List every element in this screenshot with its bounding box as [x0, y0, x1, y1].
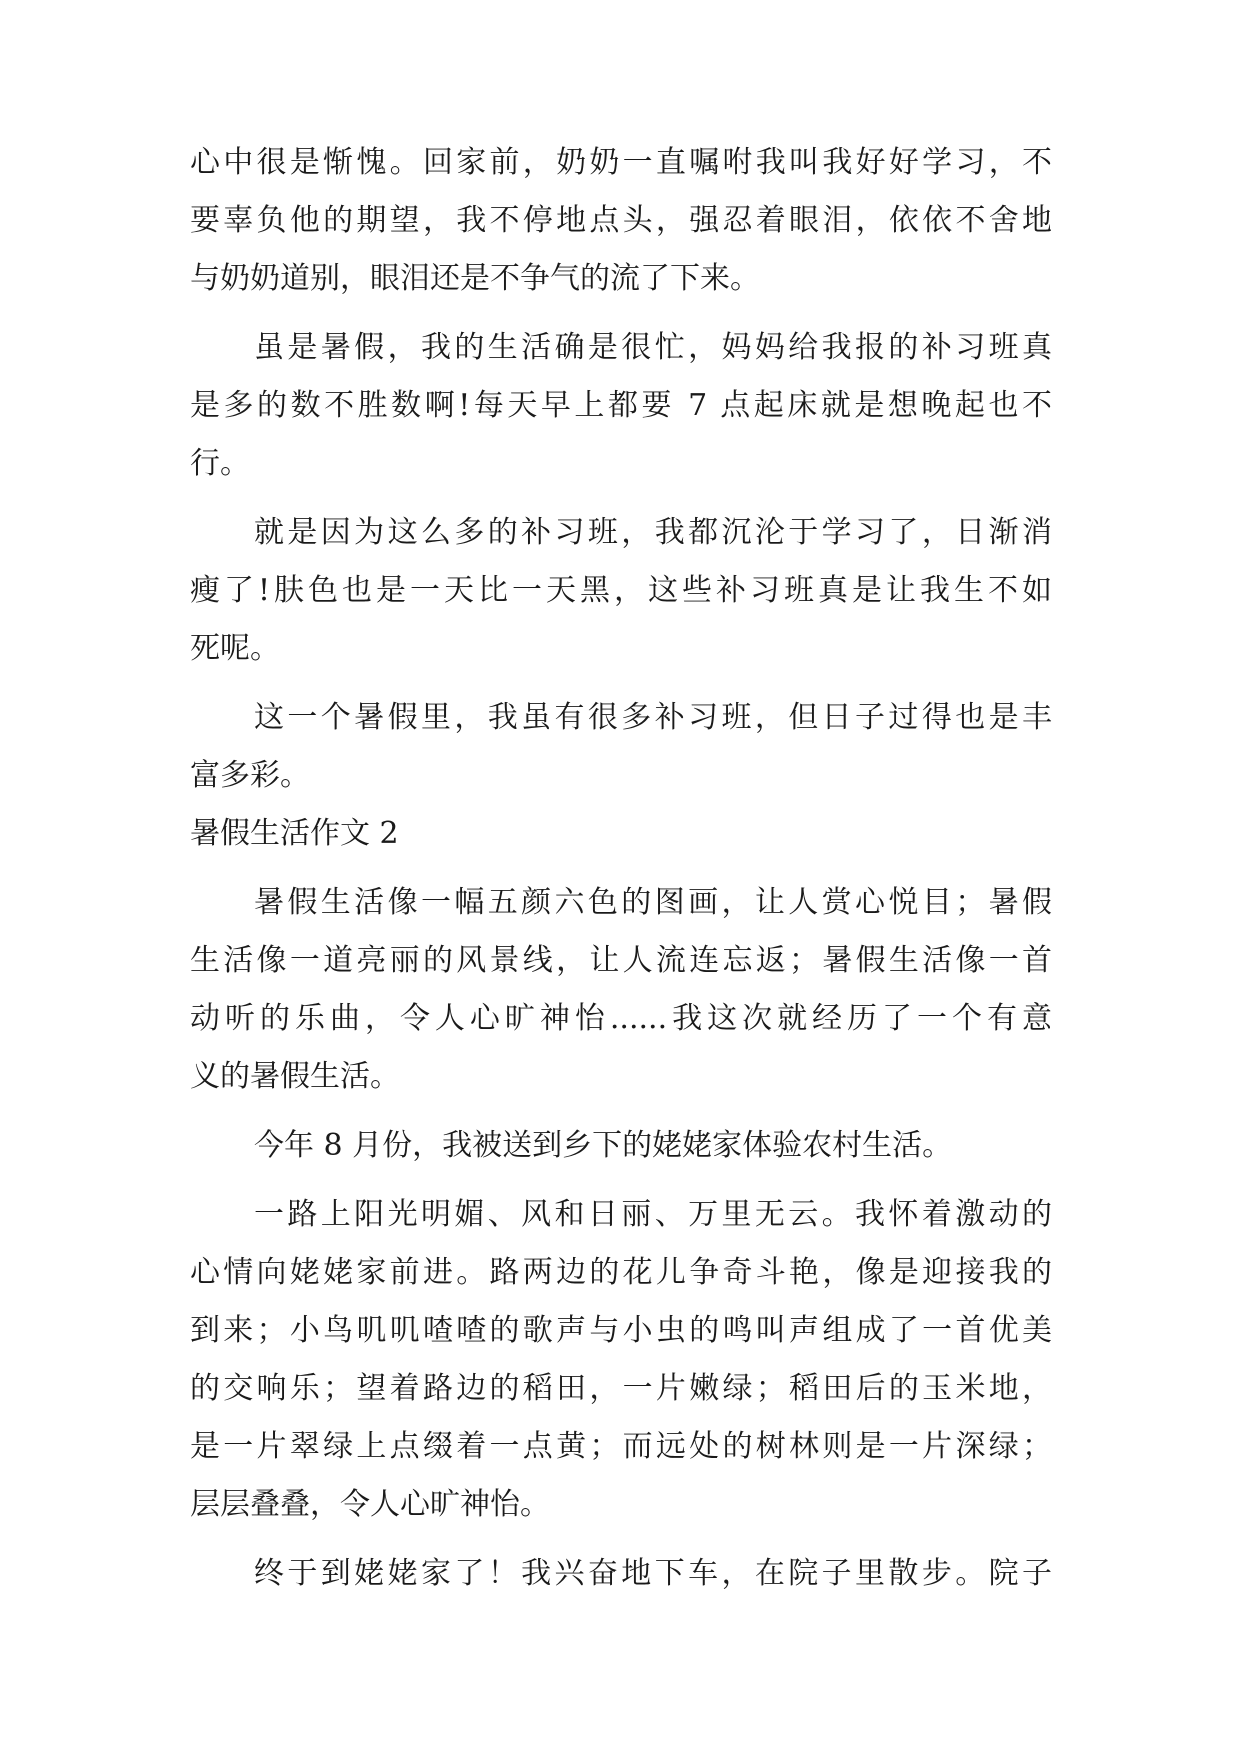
- paragraph-start-line: 虽是暑假，我的生活确是很忙，妈妈给我报的补习班真: [254, 330, 1052, 365]
- paragraph-start-line: 终于到姥姥家了！我兴奋地下车，在院子里散步。院子: [254, 1556, 1052, 1591]
- paragraph-start-line: 今年 8 月份，我被送到乡下的姥姥家体验农村生活。: [254, 1128, 953, 1163]
- text-line: 到来；小鸟叽叽喳喳的歌声与小虫的鸣叫声组成了一首优美: [190, 1313, 1052, 1348]
- text-line: 义的暑假生活。: [190, 1059, 400, 1094]
- text-line: 心情向姥姥家前进。路两边的花儿争奇斗艳，像是迎接我的: [190, 1255, 1052, 1290]
- text-line: 生活像一道亮丽的风景线，让人流连忘返；暑假生活像一首: [190, 943, 1052, 978]
- text-line: 是多的数不胜数啊!每天早上都要 7 点起床就是想晚起也不: [190, 388, 1052, 423]
- paragraph-start-line: 就是因为这么多的补习班，我都沉沦于学习了，日渐消: [254, 515, 1052, 550]
- text-line: 的交响乐；望着路边的稻田，一片嫩绿；稻田后的玉米地，: [190, 1371, 1052, 1406]
- text-line: 是一片翠绿上点缀着一点黄；而远处的树林则是一片深绿；: [190, 1429, 1052, 1464]
- text-line: 层层叠叠，令人心旷神怡。: [190, 1487, 550, 1522]
- paragraph-start-line: 这一个暑假里，我虽有很多补习班，但日子过得也是丰: [254, 700, 1052, 735]
- text-line: 动听的乐曲，令人心旷神怡......我这次就经历了一个有意: [190, 1001, 1052, 1036]
- text-line: 死呢。: [190, 631, 280, 666]
- text-line: 心中很是惭愧。回家前，奶奶一直嘱咐我叫我好好学习，不: [190, 145, 1052, 180]
- text-line: 瘦了!肤色也是一天比一天黑，这些补习班真是让我生不如: [190, 573, 1052, 608]
- paragraph-start-line: 一路上阳光明媚、风和日丽、万里无云。我怀着激动的: [254, 1197, 1052, 1232]
- section-heading: 暑假生活作文 2: [190, 816, 399, 851]
- paragraph-start-line: 暑假生活像一幅五颜六色的图画，让人赏心悦目；暑假: [254, 885, 1052, 920]
- text-line: 行。: [190, 446, 250, 481]
- text-line: 富多彩。: [190, 758, 310, 793]
- text-line: 与奶奶道别，眼泪还是不争气的流了下来。: [190, 261, 760, 296]
- text-line: 要辜负他的期望，我不停地点头，强忍着眼泪，依依不舍地: [190, 203, 1052, 238]
